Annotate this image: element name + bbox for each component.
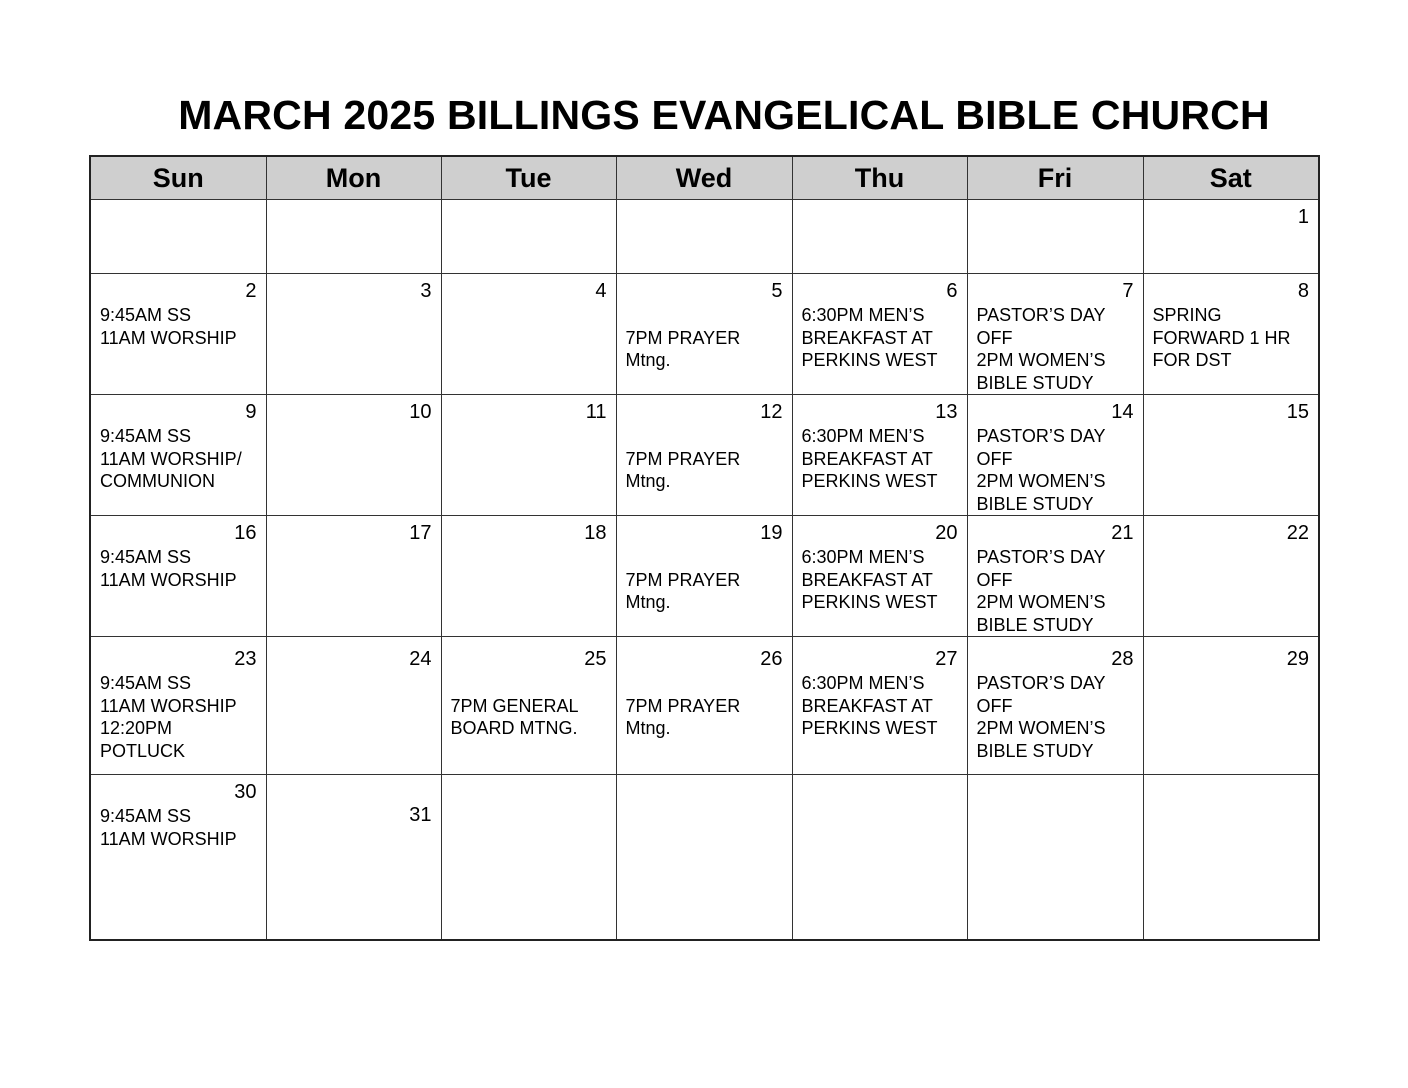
- day-number: 7: [1122, 280, 1134, 302]
- empty-day-cell: [1143, 775, 1319, 941]
- weekday-header: Thu: [792, 156, 967, 200]
- day-number: 8: [1297, 280, 1309, 302]
- empty-day-cell: [441, 200, 616, 274]
- day-number: 16: [234, 522, 257, 544]
- day-events: 7PM GENERAL BOARD MTNG.: [450, 695, 579, 738]
- weekday-header: Sun: [90, 156, 266, 200]
- weekday-header: Tue: [441, 156, 616, 200]
- day-events: PASTOR’S DAY OFF 2PM WOMEN’S BIBLE STUDY: [976, 305, 1106, 393]
- day-cell: [1143, 274, 1319, 395]
- day-number: 28: [1111, 648, 1134, 670]
- week-row: [90, 637, 1319, 775]
- day-number: 26: [760, 648, 783, 670]
- empty-day-cell: [967, 200, 1143, 274]
- weekday-header: Sat: [1143, 156, 1319, 200]
- day-number: 4: [595, 280, 607, 302]
- day-events: 7PM PRAYER Mtng.: [625, 569, 741, 612]
- day-number: 24: [409, 648, 432, 670]
- day-number: 1: [1297, 206, 1309, 228]
- day-events: 7PM PRAYER Mtng.: [625, 695, 741, 738]
- week-row: [90, 516, 1319, 637]
- day-cell: [266, 775, 441, 941]
- day-number: 13: [935, 401, 958, 423]
- day-events: PASTOR’S DAY OFF 2PM WOMEN’S BIBLE STUDY: [976, 547, 1106, 635]
- day-number: 18: [584, 522, 607, 544]
- day-number: 29: [1286, 648, 1309, 670]
- day-cell: [616, 637, 792, 775]
- day-cell: [266, 395, 441, 516]
- day-number: 23: [234, 648, 257, 670]
- day-events: 9:45AM SS 11AM WORSHIP/ COMMUNION: [100, 426, 242, 491]
- day-cell: [441, 274, 616, 395]
- day-cell: [441, 395, 616, 516]
- day-events: 6:30PM MEN’S BREAKFAST AT PERKINS WEST: [801, 305, 938, 370]
- empty-day-cell: [90, 200, 266, 274]
- day-cell: [266, 516, 441, 637]
- day-number: 15: [1286, 401, 1309, 423]
- day-cell: [90, 516, 266, 637]
- day-number: 6: [946, 280, 958, 302]
- day-number: 14: [1111, 401, 1134, 423]
- weekday-header: Wed: [616, 156, 792, 200]
- empty-day-cell: [616, 200, 792, 274]
- week-row: [90, 274, 1319, 395]
- day-events: 6:30PM MEN’S BREAKFAST AT PERKINS WEST: [801, 547, 938, 612]
- day-events: 9:45AM SS 11AM WORSHIP 12:20PM POTLUCK: [100, 673, 237, 761]
- day-events: 9:45AM SS 11AM WORSHIP: [100, 547, 237, 590]
- weekday-header: Mon: [266, 156, 441, 200]
- day-cell: [1143, 395, 1319, 516]
- calendar-grid: [89, 155, 1320, 941]
- day-cell: [441, 637, 616, 775]
- day-number: 12: [760, 401, 783, 423]
- day-cell: [90, 395, 266, 516]
- day-cell: [967, 516, 1143, 637]
- day-events: SPRING FORWARD 1 HR FOR DST: [1152, 305, 1291, 370]
- day-events: 7PM PRAYER Mtng.: [625, 327, 741, 370]
- day-number: 3: [420, 280, 432, 302]
- day-number: 25: [584, 648, 607, 670]
- day-number: 27: [935, 648, 958, 670]
- day-events: PASTOR’S DAY OFF 2PM WOMEN’S BIBLE STUDY: [976, 426, 1106, 514]
- day-cell: [616, 395, 792, 516]
- weekday-header: Fri: [967, 156, 1143, 200]
- day-cell: [90, 637, 266, 775]
- day-cell: [792, 637, 967, 775]
- day-cell: [967, 637, 1143, 775]
- day-cell: [90, 274, 266, 395]
- day-number: 20: [935, 522, 958, 544]
- day-events: 9:45AM SS 11AM WORSHIP: [100, 305, 237, 348]
- day-number: 21: [1111, 522, 1134, 544]
- empty-day-cell: [266, 200, 441, 274]
- day-cell: [792, 274, 967, 395]
- day-cell: [441, 516, 616, 637]
- day-cell: [616, 274, 792, 395]
- day-number: 2: [245, 280, 257, 302]
- day-cell: [616, 516, 792, 637]
- day-cell: [967, 274, 1143, 395]
- day-number: 22: [1286, 522, 1309, 544]
- empty-day-cell: [792, 775, 967, 941]
- day-number: 9: [245, 401, 257, 423]
- day-number: 19: [760, 522, 783, 544]
- day-cell: [266, 274, 441, 395]
- day-number: 30: [234, 781, 257, 803]
- day-number: 17: [409, 522, 432, 544]
- empty-day-cell: [616, 775, 792, 941]
- empty-day-cell: [792, 200, 967, 274]
- day-events: 6:30PM MEN’S BREAKFAST AT PERKINS WEST: [801, 673, 938, 738]
- day-cell: [967, 395, 1143, 516]
- day-cell: [1143, 516, 1319, 637]
- day-cell: [90, 775, 266, 941]
- week-row: [90, 200, 1319, 274]
- day-cell: [792, 516, 967, 637]
- day-events: 9:45AM SS 11AM WORSHIP: [100, 806, 237, 849]
- day-cell: [1143, 637, 1319, 775]
- day-cell: [266, 637, 441, 775]
- day-cell: [1143, 200, 1319, 274]
- week-row: [90, 775, 1319, 941]
- page-title: MARCH 2025 BILLINGS EVANGELICAL BIBLE CHURCH: [178, 92, 1270, 138]
- empty-day-cell: [441, 775, 616, 941]
- day-number: 10: [409, 401, 432, 423]
- day-number: 5: [771, 280, 783, 302]
- day-events: 7PM PRAYER Mtng.: [625, 448, 741, 491]
- empty-day-cell: [967, 775, 1143, 941]
- week-row: [90, 395, 1319, 516]
- day-cell: [792, 395, 967, 516]
- weekday-header-row: [90, 156, 1319, 200]
- day-events: 6:30PM MEN’S BREAKFAST AT PERKINS WEST: [801, 426, 938, 491]
- day-number: 31: [409, 803, 432, 826]
- day-number: 11: [585, 401, 607, 423]
- day-events: PASTOR’S DAY OFF 2PM WOMEN’S BIBLE STUDY: [976, 673, 1106, 761]
